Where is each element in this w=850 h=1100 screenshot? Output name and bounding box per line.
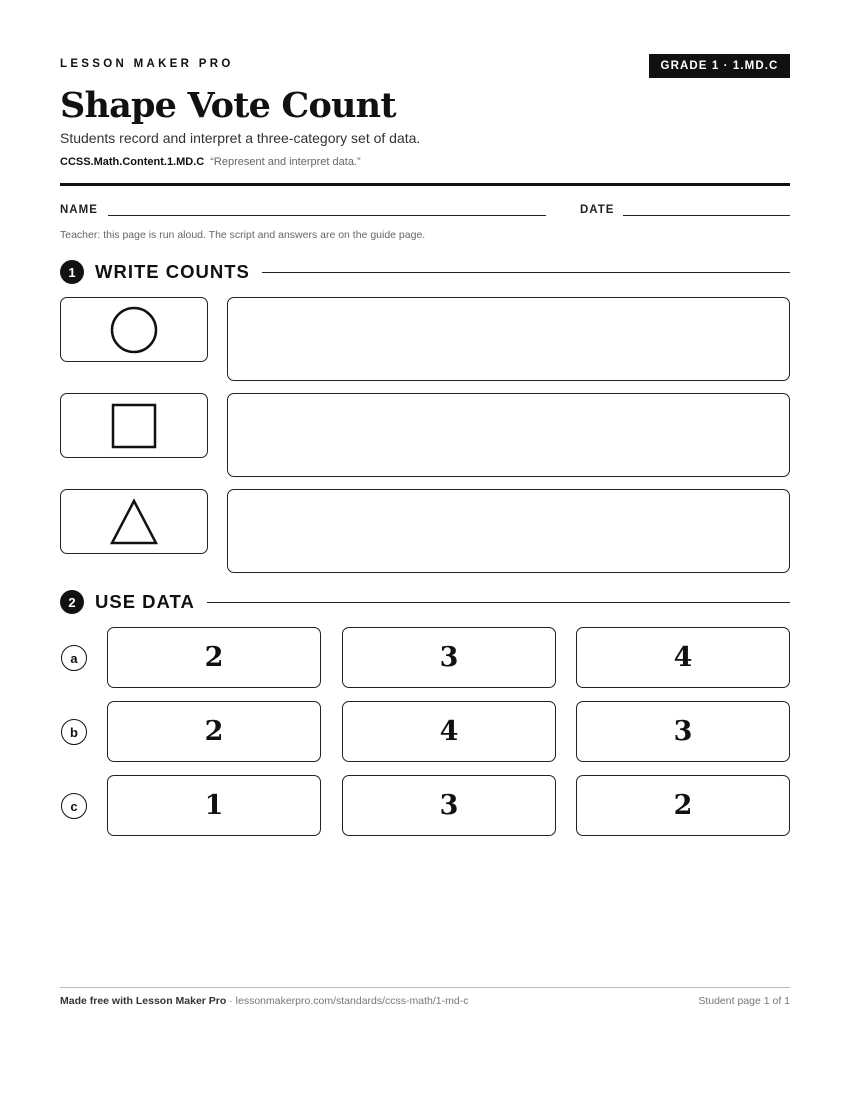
footer-credit xyxy=(60,995,468,1007)
name-label: NAME xyxy=(60,204,98,216)
grade-badge: GRADE 1 · 1.MD.C xyxy=(649,54,790,78)
page-title: Shape Vote Count xyxy=(60,85,396,126)
section-2-header xyxy=(60,590,790,614)
square-shape-box xyxy=(60,393,208,458)
square-count-box[interactable] xyxy=(227,393,790,477)
standard-code: CCSS.Math.Content.1.MD.C xyxy=(60,156,205,168)
square-icon xyxy=(111,403,157,449)
page-subtitle: Students record and interpret a three-category set of data. xyxy=(60,130,421,146)
triangle-shape-box xyxy=(60,489,208,554)
footer-divider xyxy=(60,987,790,988)
row-c-choice-3[interactable]: 2 xyxy=(576,775,790,836)
circle-shape-box xyxy=(60,297,208,362)
standard-quote: “Represent and interpret data.” xyxy=(210,156,361,168)
row-a-choice-1[interactable]: 2 xyxy=(107,627,321,688)
row-b-letter: b xyxy=(61,719,87,745)
row-b-choice-2[interactable]: 4 xyxy=(342,701,556,762)
section-1-rule xyxy=(262,272,790,273)
row-b-choice-1[interactable]: 2 xyxy=(107,701,321,762)
name-field[interactable] xyxy=(108,215,546,216)
date-label: DATE xyxy=(580,204,615,216)
standard-line xyxy=(60,156,361,168)
row-b-choice-3[interactable]: 3 xyxy=(576,701,790,762)
section-2-rule xyxy=(207,602,790,603)
section-1-title: WRITE COUNTS xyxy=(95,261,250,282)
section-2-number: 2 xyxy=(60,590,84,614)
section-1-header xyxy=(60,260,790,284)
footer-page-number: Student page 1 of 1 xyxy=(698,995,790,1007)
row-a-choice-3[interactable]: 4 xyxy=(576,627,790,688)
teacher-note: Teacher: this page is run aloud. The script and answers are on the guide page. xyxy=(60,229,426,241)
footer-url[interactable]: · lessonmakerpro.com/standards/ccss-math/1-md-c xyxy=(226,995,469,1007)
row-c-letter: c xyxy=(61,793,87,819)
row-a-letter: a xyxy=(61,645,87,671)
row-c-choice-2[interactable]: 3 xyxy=(342,775,556,836)
triangle-count-box[interactable] xyxy=(227,489,790,573)
triangle-icon xyxy=(109,498,159,546)
date-field[interactable] xyxy=(623,215,790,216)
brand-name: LESSON MAKER PRO xyxy=(60,58,234,70)
section-2-title: USE DATA xyxy=(95,591,195,612)
circle-icon xyxy=(109,305,159,355)
circle-count-box[interactable] xyxy=(227,297,790,381)
section-1-number: 1 xyxy=(60,260,84,284)
row-a-choice-2[interactable]: 3 xyxy=(342,627,556,688)
footer-made-with: Made free with Lesson Maker Pro xyxy=(60,995,227,1007)
row-c-choice-1[interactable]: 1 xyxy=(107,775,321,836)
header-divider xyxy=(60,183,790,186)
